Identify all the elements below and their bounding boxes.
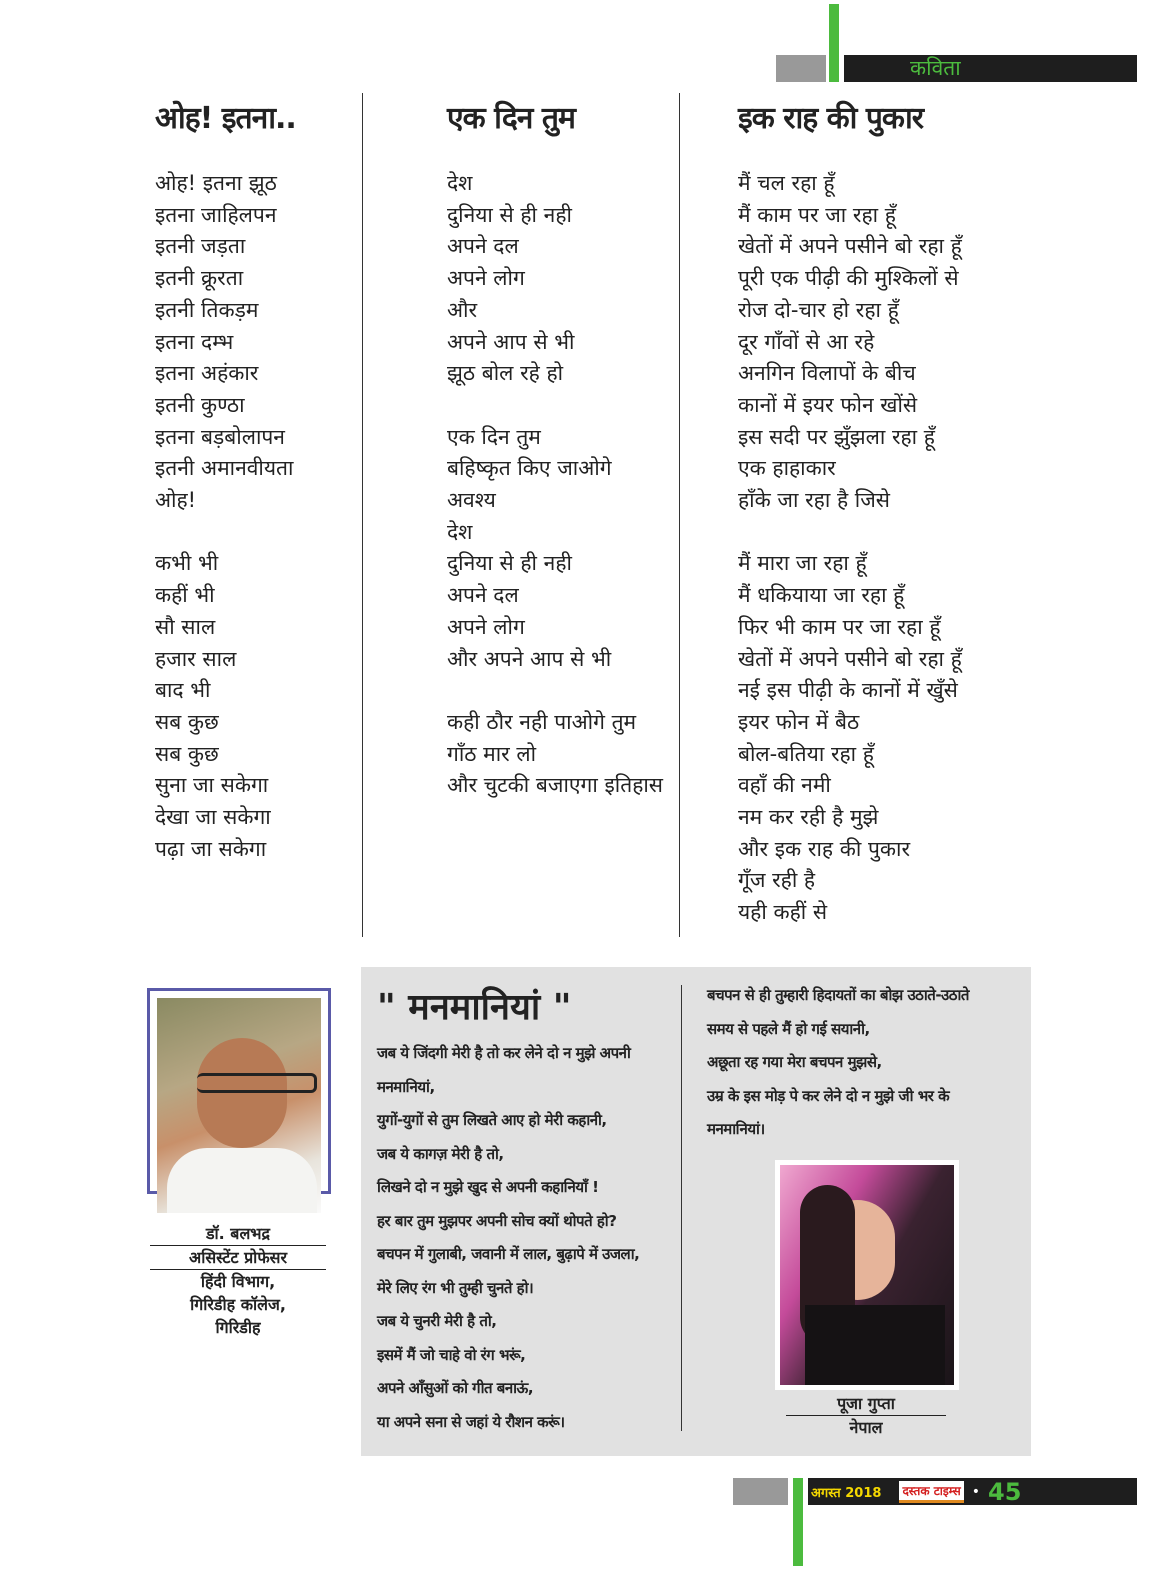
header-green-bar <box>829 4 839 82</box>
poem-line: अपने आँसुओं को गीत बनाऊं, <box>377 1379 534 1397</box>
poem-line: बचपन में गुलाबी, जवानी में लाल, बुढ़ापे में उजला, <box>377 1245 640 1263</box>
poem-title: एक दिन तुम <box>447 101 575 136</box>
poem-line: सब कुछ <box>155 709 219 734</box>
poem-line: इस सदी पर झुँझला रहा हूँ <box>738 424 935 449</box>
poem-line: पूरी एक पीढ़ी की मुश्किलों से <box>738 266 959 291</box>
poem-line: और चुटकी बजाएगा इतिहास <box>447 773 663 798</box>
stanza <box>155 168 293 517</box>
poem-line: वहाँ की नमी <box>738 773 831 798</box>
poem-line: एक दिन तुम <box>447 424 541 449</box>
poem-line: देश <box>447 519 473 544</box>
poem-line: या अपने सना से जहां ये रौशन करूं। <box>377 1412 565 1431</box>
poem-line: नम कर रही है मुझे <box>738 805 879 830</box>
poem-line: बहिष्कृत किए जाओगे <box>447 456 612 481</box>
poem-line: यही कहीं से <box>738 900 828 925</box>
poem-line: और अपने आप से भी <box>447 646 612 671</box>
header-gray-block <box>776 55 826 82</box>
poem-line: जब ये जिंदगी मेरी है तो कर लेने दो न मुझे अपनी <box>377 1044 631 1062</box>
author-city: गिरिडीह <box>215 1318 261 1337</box>
poem-line: इतनी जड़ता <box>155 234 246 259</box>
poem-title: " मनमानियां " <box>377 987 572 1028</box>
poem-line: मेरे लिए रंग भी तुम्ही चुनते हो। <box>377 1278 534 1297</box>
poem-line: युगों-युगों से तुम लिखते आए हो मेरी कहानी, <box>377 1111 607 1129</box>
poem-line: मनमानियां, <box>377 1077 435 1096</box>
section-label: कविता <box>910 56 961 80</box>
stanza <box>155 548 293 865</box>
poem-line: हर बार तुम मुझपर अपनी सोच क्यों थोपते हो? <box>377 1211 617 1230</box>
stanza <box>738 168 962 517</box>
poem-line: इतना बड़बोलापन <box>155 424 285 449</box>
author-photo <box>157 998 321 1213</box>
poem-line: कहीं भी <box>155 583 215 608</box>
poem-line: खेतों में अपने पसीने बो रहा हूँ <box>738 646 962 671</box>
footer-bar <box>808 1478 1137 1505</box>
poem-line: हाँके जा रहा है जिसे <box>738 488 890 513</box>
poem-line: अपने लोग <box>447 614 525 639</box>
poem-line: और <box>447 297 478 322</box>
poem-line: दुनिया से ही नही <box>447 551 572 576</box>
poem-title: इक राह की पुकार <box>738 101 924 136</box>
poem-line: जब ये चुनरी मेरी है तो, <box>377 1312 497 1330</box>
poem-line: लिखने दो न मुझे खुद से अपनी कहानियाँ ! <box>377 1178 599 1196</box>
poem-line: और इक राह की पुकार <box>738 836 911 861</box>
poem-line: अछूता रह गया मेरा बचपन मुझसे, <box>707 1053 882 1071</box>
poem-line: सौ साल <box>155 614 216 639</box>
magazine-logo: दस्तक टाइम्स <box>899 1481 963 1503</box>
poem-line: बाद भी <box>155 678 211 703</box>
poem-line: उम्र के इस मोड़ पे कर लेने दो न मुझे जी भर के <box>707 1086 950 1105</box>
poem-line: जब ये कागज़ मेरी है तो, <box>377 1144 504 1163</box>
poem-line: मैं चल रहा हूँ <box>738 171 835 195</box>
poem-line: अपने लोग <box>447 266 525 291</box>
poem-title: ओह! इतना.. <box>155 101 296 136</box>
poem-line: दूर गाँवों से आ रहे <box>738 329 875 354</box>
poem-line: अवश्य <box>447 488 496 513</box>
author-name: डॉ. बलभद्र <box>150 1222 326 1246</box>
poem-line: रोज दो-चार हो रहा हूँ <box>738 297 899 322</box>
author-college: गिरिडीह कॉलेज, <box>190 1295 286 1314</box>
poem-line: इतनी कुण्ठा <box>155 392 245 417</box>
poem-line: गाँठ मार लो <box>447 741 537 766</box>
bullet: • <box>971 1483 981 1500</box>
author-photo <box>775 1160 959 1390</box>
poem-line: अपने दल <box>447 234 519 259</box>
poem-line: मनमानियां। <box>707 1120 765 1138</box>
poem-line: इतनी अमानवीयता <box>155 456 294 481</box>
stanza <box>447 168 663 390</box>
author-dept: हिंदी विभाग, <box>200 1272 276 1291</box>
poem-line: झूठ बोल रहे हो <box>447 361 564 386</box>
section-banner <box>844 55 1137 82</box>
page-number: 45 <box>988 1477 1022 1506</box>
poem-line: मैं मारा जा रहा हूँ <box>738 551 867 576</box>
poem-line: ओह! इतना झूठ <box>155 171 277 195</box>
author-place: नेपाल <box>849 1418 883 1437</box>
stanza <box>447 707 663 802</box>
poem-body <box>738 168 962 961</box>
poem-line: इतनी क्रूरता <box>155 266 244 291</box>
poem-line: कही ठौर नही पाओगे तुम <box>447 709 637 734</box>
footer-gray-block <box>733 1478 788 1505</box>
poem-line: दुनिया से ही नही <box>447 202 572 227</box>
poem-line: सब कुछ <box>155 741 219 766</box>
column-divider <box>679 93 680 937</box>
issue-date: अगस्त 2018 <box>811 1485 882 1501</box>
poem-line: एक हाहाकार <box>738 456 836 481</box>
poem-line: इतना जाहिलपन <box>155 202 277 227</box>
poem-line: समय से पहले मैं हो गई सयानी, <box>707 1019 870 1038</box>
poem-line: फिर भी काम पर जा रहा हूँ <box>738 614 941 639</box>
poem-line: पढ़ा जा सकेगा <box>155 836 267 861</box>
column-divider <box>362 93 363 937</box>
poem-box <box>361 967 1031 1456</box>
poem-line: अपने दल <box>447 583 519 608</box>
poem-line: कभी भी <box>155 551 219 576</box>
poem-line: बोल-बतिया रहा हूँ <box>738 741 874 766</box>
poem-line: हजार साल <box>155 646 237 671</box>
poem-line: इसमें मैं जो चाहे वो रंग भरूं, <box>377 1345 526 1364</box>
poem-line: इतना अहंकार <box>155 361 259 386</box>
stanza <box>738 548 962 928</box>
footer-green-bar <box>793 1478 803 1566</box>
poem-line: अपने आप से भी <box>447 329 575 354</box>
author-designation: असिस्टेंट प्रोफेसर <box>150 1246 326 1270</box>
poem-line: गूँज रही है <box>738 868 816 893</box>
poem-line: इतना दम्भ <box>155 329 234 354</box>
poem-line: इतनी तिकड़म <box>155 297 259 322</box>
poem-line: कानों में इयर फोन खोंसे <box>738 392 918 417</box>
poem-line: ओह! <box>155 488 197 513</box>
poem-line: मैं काम पर जा रहा हूँ <box>738 202 896 227</box>
stanza <box>447 422 663 676</box>
poem-line: सुना जा सकेगा <box>155 773 269 798</box>
author-name: पूजा गुप्ता <box>786 1392 946 1416</box>
poem-line: नई इस पीढ़ी के कानों में खुँसे <box>738 678 958 703</box>
poem-line: अनगिन विलापों के बीच <box>738 361 916 386</box>
poem-line: बचपन से ही तुम्हारी हिदायतों का बोझ उठाते-उठाते <box>707 986 969 1004</box>
poem-body <box>155 168 293 897</box>
author-caption <box>150 1222 326 1339</box>
poem-line: देखा जा सकेगा <box>155 805 271 830</box>
poem-body-right <box>707 979 1027 1147</box>
author-caption <box>786 1392 946 1439</box>
poem-line: खेतों में अपने पसीने बो रहा हूँ <box>738 234 962 259</box>
box-divider <box>681 985 682 1431</box>
poem-body <box>447 168 663 834</box>
poem-body-left <box>377 1037 687 1439</box>
poem-line: मैं धकियाया जा रहा हूँ <box>738 583 905 608</box>
poem-line: इयर फोन में बैठ <box>738 709 860 734</box>
poem-line: देश <box>447 171 473 195</box>
